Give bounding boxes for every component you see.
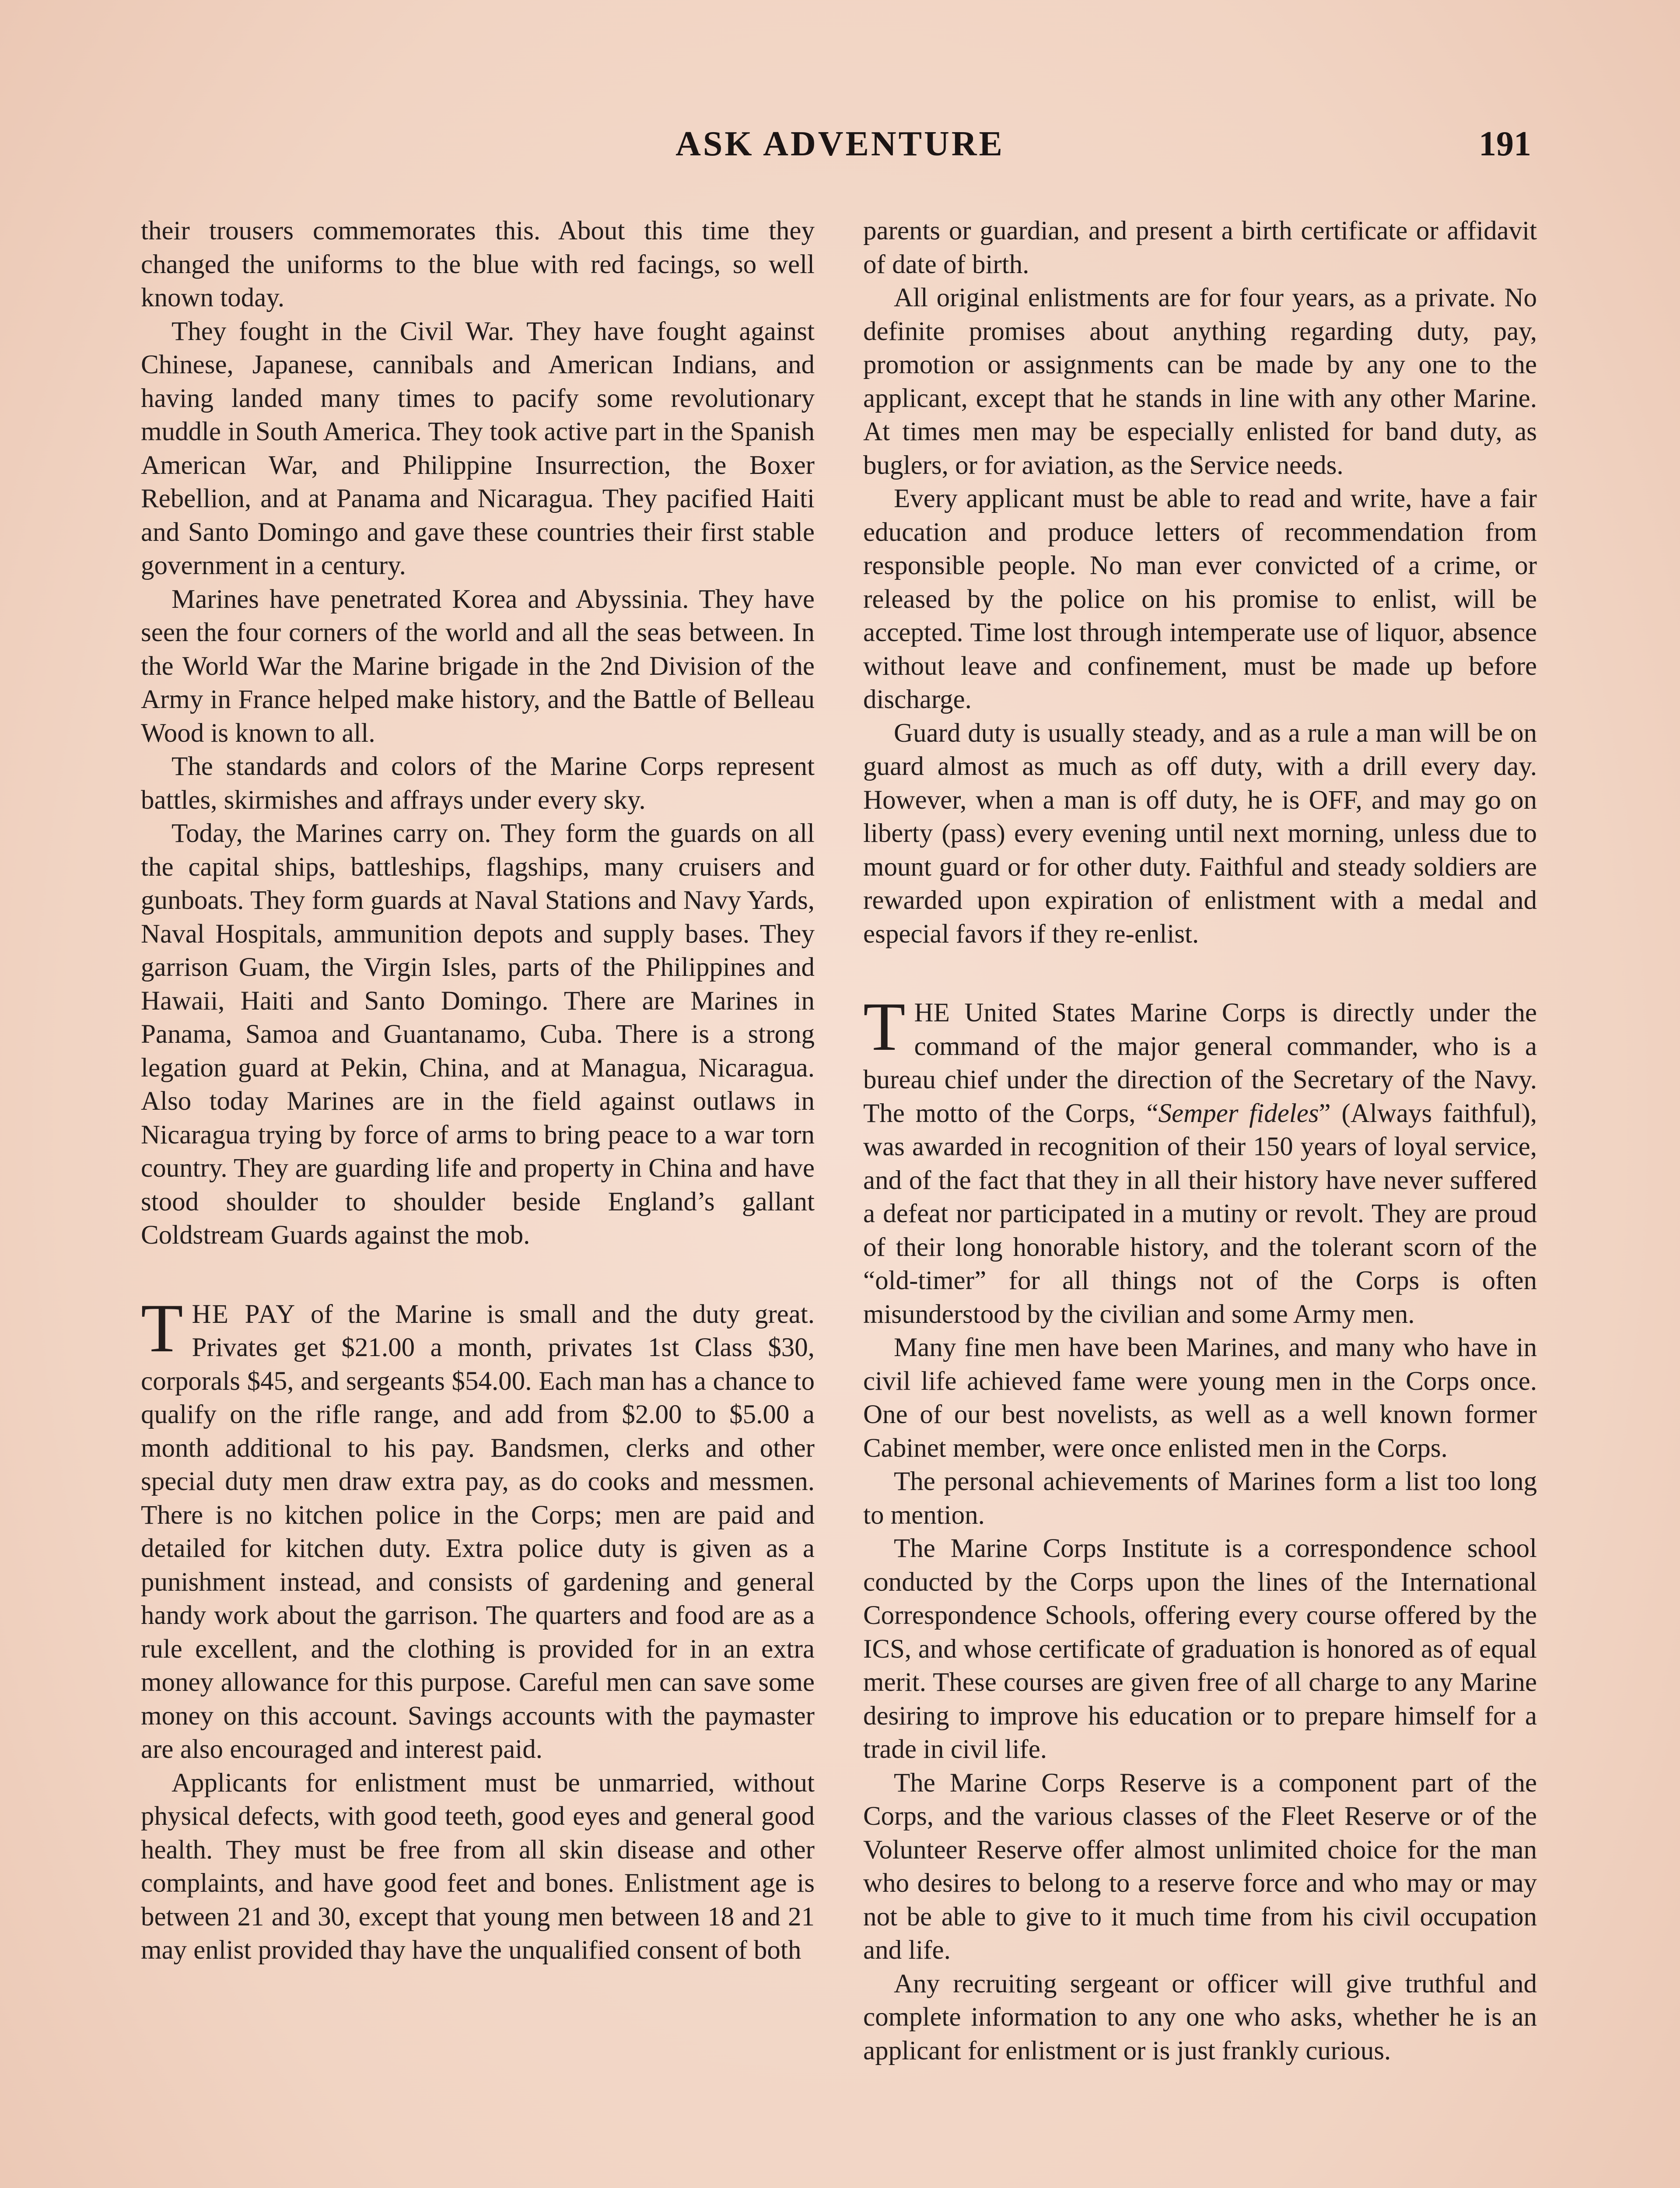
paragraph: Today, the Marines carry on. They form the guards on all the capital ships, battleships, flagships, many cruisers and gunboats. They form guards at Naval Stations and Navy Yards, Naval Hospitals, ammunition depots and supply bases. They garrison Guam, the Virgin Isles, parts of the Philippines and Hawaii, Haiti and Santo Domingo. There are Marines in Panama, Samoa and Guantanamo, Cuba. There is a strong legation guard at Pekin, China, and at Managua, Nicaragua. Also today Marines are in the field against outlaws in Nicaragua trying by force of arms to bring peace to a war torn country. They are guarding life and property in China and have stood shoulder to shoulder beside England’s gallant Coldstream Guards against the mob.: [141, 819, 815, 1250]
paragraph: parents or guardian, and present a birth certificate or affidavit of date of birth.: [863, 216, 1537, 279]
left-column: [141, 214, 815, 1967]
paragraph: The standards and colors of the Marine Corps represent battles, skirmishes and affrays under every sky.: [141, 752, 815, 815]
drop-cap: T: [863, 989, 906, 1065]
paragraph: Many fine men have been Marines, and many who have in civil life achieved fame were young men in the Corps once. One of our best novelists, as well as a well known former Cabinet member, were once enlisted men in the Corps.: [863, 1333, 1537, 1463]
paragraph: All original enlistments are for four years, as a private. No definite promises about anything regarding duty, pay, promotion or assignments can be made by any one to the applicant, except that he stands in line with any other Marine. At times men may be especially enlisted for band duty, as buglers, or for aviation, as the Service needs.: [863, 283, 1537, 480]
paragraph: The Marine Corps Reserve is a component part of the Corps, and the various classes of the Fleet Reserve or of the Volunteer Reserve offer almost unlimited choice for the man who desires to belong to a reserve force and who may or may not be able to give to it much time from his civil occupation and life.: [863, 1768, 1537, 1965]
paragraph: They fought in the Civil War. They have fought against Chinese, Japanese, cannibals and American Indians, and having landed many times to pacify some revolutionary muddle in South America. They took active part in the Spanish American War, and Philippine Insurrection, the Boxer Rebellion, and at Panama and Nicaragua. They pacified Haiti and Santo Domingo and gave these countries their first stable government in a century.: [141, 316, 815, 580]
paragraph: Any recruiting sergeant or officer will give truthful and complete information to any one who asks, whether he is an applicant for enlistment or is just frankly curious.: [863, 1969, 1537, 2065]
paragraph: The Marine Corps Institute is a correspondence school conducted by the Corps upon the lines of the International Correspondence Schools, offering every course offered by the ICS, and whose certificate of graduation is honored as of equal merit. These courses are given free of all charge to any Marine desiring to improve his education or to prepare himself for a trade in civil life.: [863, 1534, 1537, 1764]
running-header-title: ASK ADVENTURE: [676, 125, 1004, 163]
right-column: [863, 214, 1537, 2068]
page-number: 191: [1479, 125, 1531, 163]
section-usmc-paragraph: [863, 989, 1537, 1331]
paragraph: their trousers commemorates this. About this time they changed the uniforms to the blue with red facings, so well known today.: [141, 216, 815, 312]
drop-cap: T: [141, 1290, 183, 1367]
paragraph-text: ” (Always faithful), was awarded in recognition of their 150 years of loyal service, and of the fact that they in all their history have never suffered a defeat nor participated in a mutiny or revolt. They are proud of their long honorable history, and the tolerant scorn of the “old-timer” for all things not of the Corps is often misunderstood by the civilian and some Army men.: [863, 1098, 1537, 1329]
paragraph: Marines have penetrated Korea and Abyssinia. They have seen the four corners of the world and all the seas between. In the World War the Marine brigade in the 2nd Division of the Army in France helped make history, and the Battle of Belleau Wood is known to all.: [141, 584, 815, 748]
small-caps-lead: HE PAY: [192, 1299, 296, 1329]
paragraph: Applicants for enlistment must be unmarried, without physical defects, with good teeth, good eyes and general good health. They must be free from all skin disease and other complaints, and have good feet and bones. Enlistment age is between 21 and 30, except that young men between 18 and 21 may enlist provided thay have the unqualified consent of both: [141, 1768, 815, 1965]
paragraph: Guard duty is usually steady, and as a rule a man will be on guard almost as much as off duty, with a drill every day. However, when a man is off duty, he is OFF, and may go on liberty (pass) every evening until next morning, unless due to mount guard or for other duty. Faithful and steady soldiers are rewarded upon expiration of enlistment with a medal and especial favors if they re-enlist.: [863, 718, 1537, 949]
paragraph: The personal achievements of Marines form a list too long to mention.: [863, 1467, 1537, 1530]
section-pay-paragraph: [141, 1290, 815, 1767]
motto-text: Semper fideles: [1158, 1098, 1319, 1128]
paragraph-text: HE United States Marine Corps is directly under the command of the major general commander, who is a bureau chief under the direction of the Secretary of the Navy. The motto of the Corps, “: [863, 998, 1537, 1128]
paragraph-text: of the Marine is small and the duty great. Privates get $21.00 a month, privates 1st Class $30, corporals $45, and sergeants $54.00. Each man has a chance to qualify on the rifle range, and add from $2.00 to $5.00 a month additional to his pay. Bandsmen, clerks and other special duty men draw extra pay, as do cooks and messmen. There is no kitchen police in the Corps; men are paid and detailed for kitchen duty. Extra police duty is given as a punishment instead, and consists of gardening and general handy work about the garrison. The quarters and food are as a rule excellent, and the clothing is provided for in an extra money allowance for this purpose. Careful men can save some money on this account. Savings accounts with the paymaster are also encouraged and interest paid.: [141, 1299, 815, 1764]
paragraph: Every applicant must be able to read and write, have a fair education and produce letters of recommendation from responsible people. No man ever convicted of a crime, or released by the police on his promise to enlist, will be accepted. Time lost through intemperate use of liquor, absence without leave and confinement, must be made up before discharge.: [863, 484, 1537, 714]
